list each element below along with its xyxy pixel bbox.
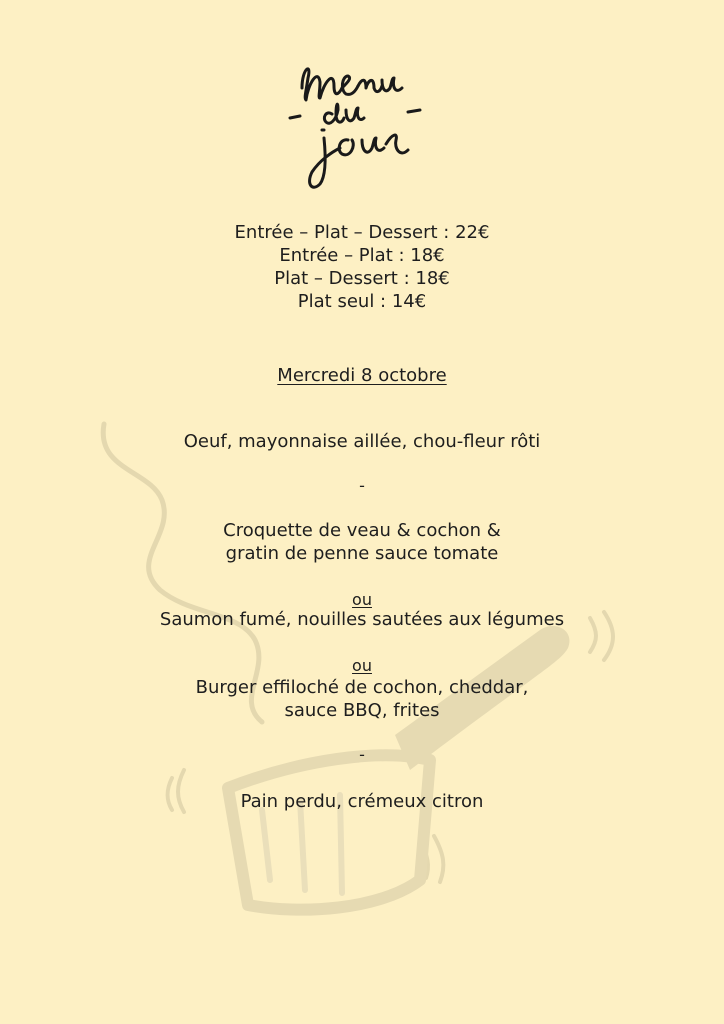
price-formula-plat-dessert: Plat – Dessert : 18€	[274, 268, 450, 289]
price-list	[0, 221, 724, 313]
date-heading: Mercredi 8 octobre	[277, 365, 447, 386]
price-formula-entree-plat: Entrée – Plat : 18€	[279, 245, 445, 266]
main-1-line-2: gratin de penne sauce tomate	[225, 543, 499, 564]
main-2-line-1: Saumon fumé, nouilles sautées aux légumes	[159, 609, 565, 630]
main-course-option-2	[0, 608, 724, 631]
or-divider	[0, 656, 724, 676]
or-divider	[0, 590, 724, 610]
dessert	[0, 790, 724, 813]
main-course-option-1	[0, 519, 724, 565]
starter-dish: Oeuf, mayonnaise aillée, chou-fleur rôti	[183, 431, 541, 452]
price-formula-full: Entrée – Plat – Dessert : 22€	[234, 222, 490, 243]
price-formula-plat-seul: Plat seul : 14€	[297, 291, 427, 312]
main-3-line-1: Burger effiloché de cochon, cheddar,	[195, 677, 529, 698]
main-course-option-3	[0, 676, 724, 722]
dessert-dish: Pain perdu, crémeux citron	[240, 791, 484, 812]
separator-dash: -	[359, 745, 365, 764]
course-separator	[0, 476, 724, 496]
menu-date	[0, 365, 724, 386]
course-separator	[0, 745, 724, 765]
main-3-line-2: sauce BBQ, frites	[284, 700, 440, 721]
or-label: ou	[352, 590, 372, 609]
main-1-line-1: Croquette de veau & cochon &	[223, 520, 501, 541]
separator-dash: -	[359, 476, 365, 495]
starter	[0, 430, 724, 453]
or-label: ou	[352, 656, 372, 675]
handwritten-logo	[282, 48, 432, 198]
